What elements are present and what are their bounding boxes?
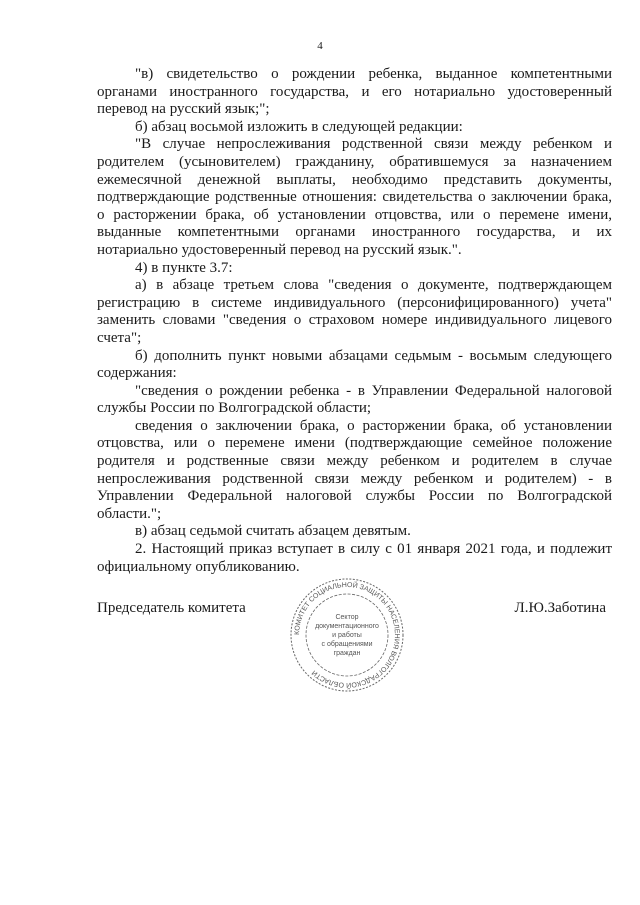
signature-block [97, 581, 612, 707]
signer-position: Председатель комитета [97, 600, 246, 616]
paragraph-7: "сведения о рождении ребенка - в Управлении Федеральной налоговой службы России по Волгоградской области; [97, 382, 612, 417]
page-number: 4 [317, 40, 323, 52]
stamp-seal-icon [287, 575, 407, 695]
stamp-inner-line: с обращениями [321, 641, 373, 648]
paragraph-4: 4) в пункте 3.7: [135, 259, 233, 276]
paragraph-9: в) абзац седьмой считать абзацем девятым. [135, 523, 411, 540]
paragraph-5: а) в абзаце третьем слова "сведения о документе, подтверждающем регистрацию в системе индивидуального (персонифицированного) учета" заменить словами "сведения о страховом номере индивидуального лицевого счета"; [97, 277, 612, 346]
stamp-inner-line: Сектор [335, 614, 359, 621]
stamp-ring-text: КОМИТЕТ СОЦИАЛЬНОЙ ЗАЩИТЫ НАСЕЛЕНИЯ ВОЛГОГРАДСКОЙ ОБЛАСТИ [293, 581, 401, 689]
paragraph-2: б) абзац восьмой изложить в следующей редакции: [135, 118, 463, 135]
official-stamp [287, 575, 407, 695]
paragraph-1: "в) свидетельство о рождении ребенка, выданное компетентными органами иностранного государства, и его нотариально удостоверенный перевод на русский язык;"; [97, 66, 612, 118]
document-body [97, 66, 612, 576]
stamp-inner-line: граждан [333, 650, 361, 657]
paragraph-6: б) дополнить пункт новыми абзацами седьмым - восьмым следующего содержания: [97, 347, 612, 382]
signer-name: Л.Ю.Заботина [514, 600, 606, 616]
paragraph-3: "В случае непрослеживания родственной связи между ребенком и родителем (усыновителем) гражданину, обратившемуся за назначением ежемесячной денежной выплаты, необходимо представить документы, подтверждающие родственные отношения: свидетельства о заключении брака, о расторжении брака, об установлении отцовства, или о перемене имени, выданные компетентными органами иностранного государства, и их нотариально удостоверенный перевод на русский язык.". [97, 136, 612, 258]
stamp-inner-line: документационного [315, 623, 379, 630]
paragraph-8: сведения о заключении брака, о расторжении брака, об установлении отцовства, или о перемене имени (подтверждающие семейное положение родителя и родственные связи между ребенком и родителем в случае непрослеживания родственной связи между ребенком и родителем) - в Управлении Федеральной налоговой службы России по Волгоградской области."; [97, 417, 612, 522]
stamp-inner-line: и работы [332, 632, 362, 639]
paragraph-10: 2. Настоящий приказ вступает в силу с 01 января 2021 года, и подлежит официальному опубликованию. [97, 541, 612, 575]
